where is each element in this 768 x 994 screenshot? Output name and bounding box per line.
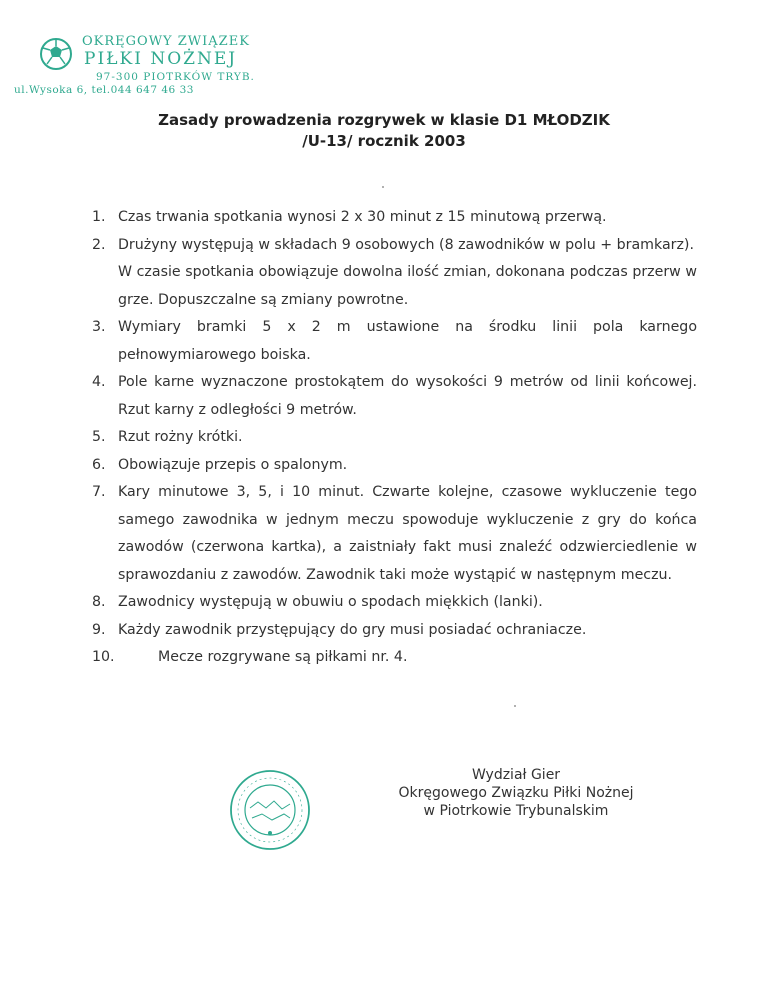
rule-number: 8.	[92, 594, 106, 610]
document-subtitle: /U-13/ rocznik 2003	[302, 132, 466, 150]
rule-number: 1.	[92, 209, 106, 225]
rule-number: 9.	[92, 621, 106, 638]
rule-item	[92, 232, 697, 315]
rule-item	[92, 204, 697, 232]
rule-item	[92, 617, 697, 645]
scan-speck	[382, 186, 384, 188]
rule-number: 4.	[92, 374, 106, 390]
rule-text: Wymiary bramki 5 x 2 m ustawione na środku linii pola karnego pełnowymiarowego boiska.	[118, 319, 697, 363]
rule-number: 5.	[92, 429, 106, 445]
scan-speck	[514, 705, 516, 707]
document-title: Zasady prowadzenia rozgrywek w klasie D1 MŁODZIK	[158, 111, 610, 129]
rule-text: Mecze rozgrywane są piłkami nr. 4.	[158, 649, 408, 665]
letterhead-line-1: OKRĘGOWY ZWIĄZEK	[82, 34, 250, 49]
signature-line-3: w Piotrkowie Trybunalskim	[423, 803, 609, 819]
rule-text: Obowiązuje przepis o spalonym.	[118, 456, 348, 473]
rule-item	[92, 424, 697, 452]
signature-line-1: Wydział Gier	[471, 767, 561, 783]
rule-text: Rzut rożny krótki.	[118, 429, 243, 445]
rule-number: 3.	[92, 319, 106, 335]
rule-item	[92, 644, 697, 672]
rule-text: W czasie spotkania obowiązuje dowolna ilość zmian, dokonana podczas przerw w grze. Dopuszczalne są zmiany powrotne.	[118, 264, 697, 308]
rule-item	[92, 479, 697, 589]
rule-text: Kary minutowe 3, 5, i 10 minut. Czwarte kolejne, czasowe wykluczenie tego samego zawodnika w jednym meczu spowoduje wykluczenie z gry do końca zawodów (czerwona kartka), a zaistniały fakt musi znaleźć odzwierciedlenie w sprawozdaniu z zawodów. Zawodnik taki może wystąpić w następnym meczu.	[118, 484, 697, 583]
rule-number: 2.	[92, 236, 106, 253]
signature-line-2: Okręgowego Związku Piłki Nożnej	[398, 785, 634, 801]
round-stamp-icon	[228, 768, 312, 852]
rule-number: 7.	[92, 484, 106, 500]
letterhead	[14, 34, 255, 100]
letterhead-line-2: PIŁKI NOŻNEJ	[84, 49, 238, 69]
rule-text: Pole karne wyznaczone prostokątem do wysokości 9 metrów od linii końcowej. Rzut karny z odległości 9 metrów.	[118, 374, 697, 418]
football-logo-icon	[38, 36, 74, 72]
rule-item	[92, 314, 697, 369]
rule-number: 10.	[92, 649, 115, 665]
letterhead-address: ul.Wysoka 6, tel.044 647 46 33	[14, 84, 194, 96]
rule-item	[92, 369, 697, 424]
letterhead-line-3: 97-300 PIOTRKÓW TRYB.	[96, 71, 255, 83]
rule-text: Czas trwania spotkania wynosi 2 x 30 minut z 15 minutową przerwą.	[118, 209, 607, 225]
rule-item	[92, 452, 697, 480]
rule-text: Zawodnicy występują w obuwiu o spodach miękkich (lanki).	[118, 594, 543, 610]
rule-number: 6.	[92, 456, 106, 473]
rule-item	[92, 589, 697, 617]
rules-list	[92, 204, 697, 672]
rule-text: Każdy zawodnik przystępujący do gry musi posiadać ochraniacze.	[118, 621, 587, 638]
rule-text: Drużyny występują w składach 9 osobowych (8 zawodników w polu + bramkarz).	[118, 236, 694, 253]
signature-block	[376, 766, 656, 820]
